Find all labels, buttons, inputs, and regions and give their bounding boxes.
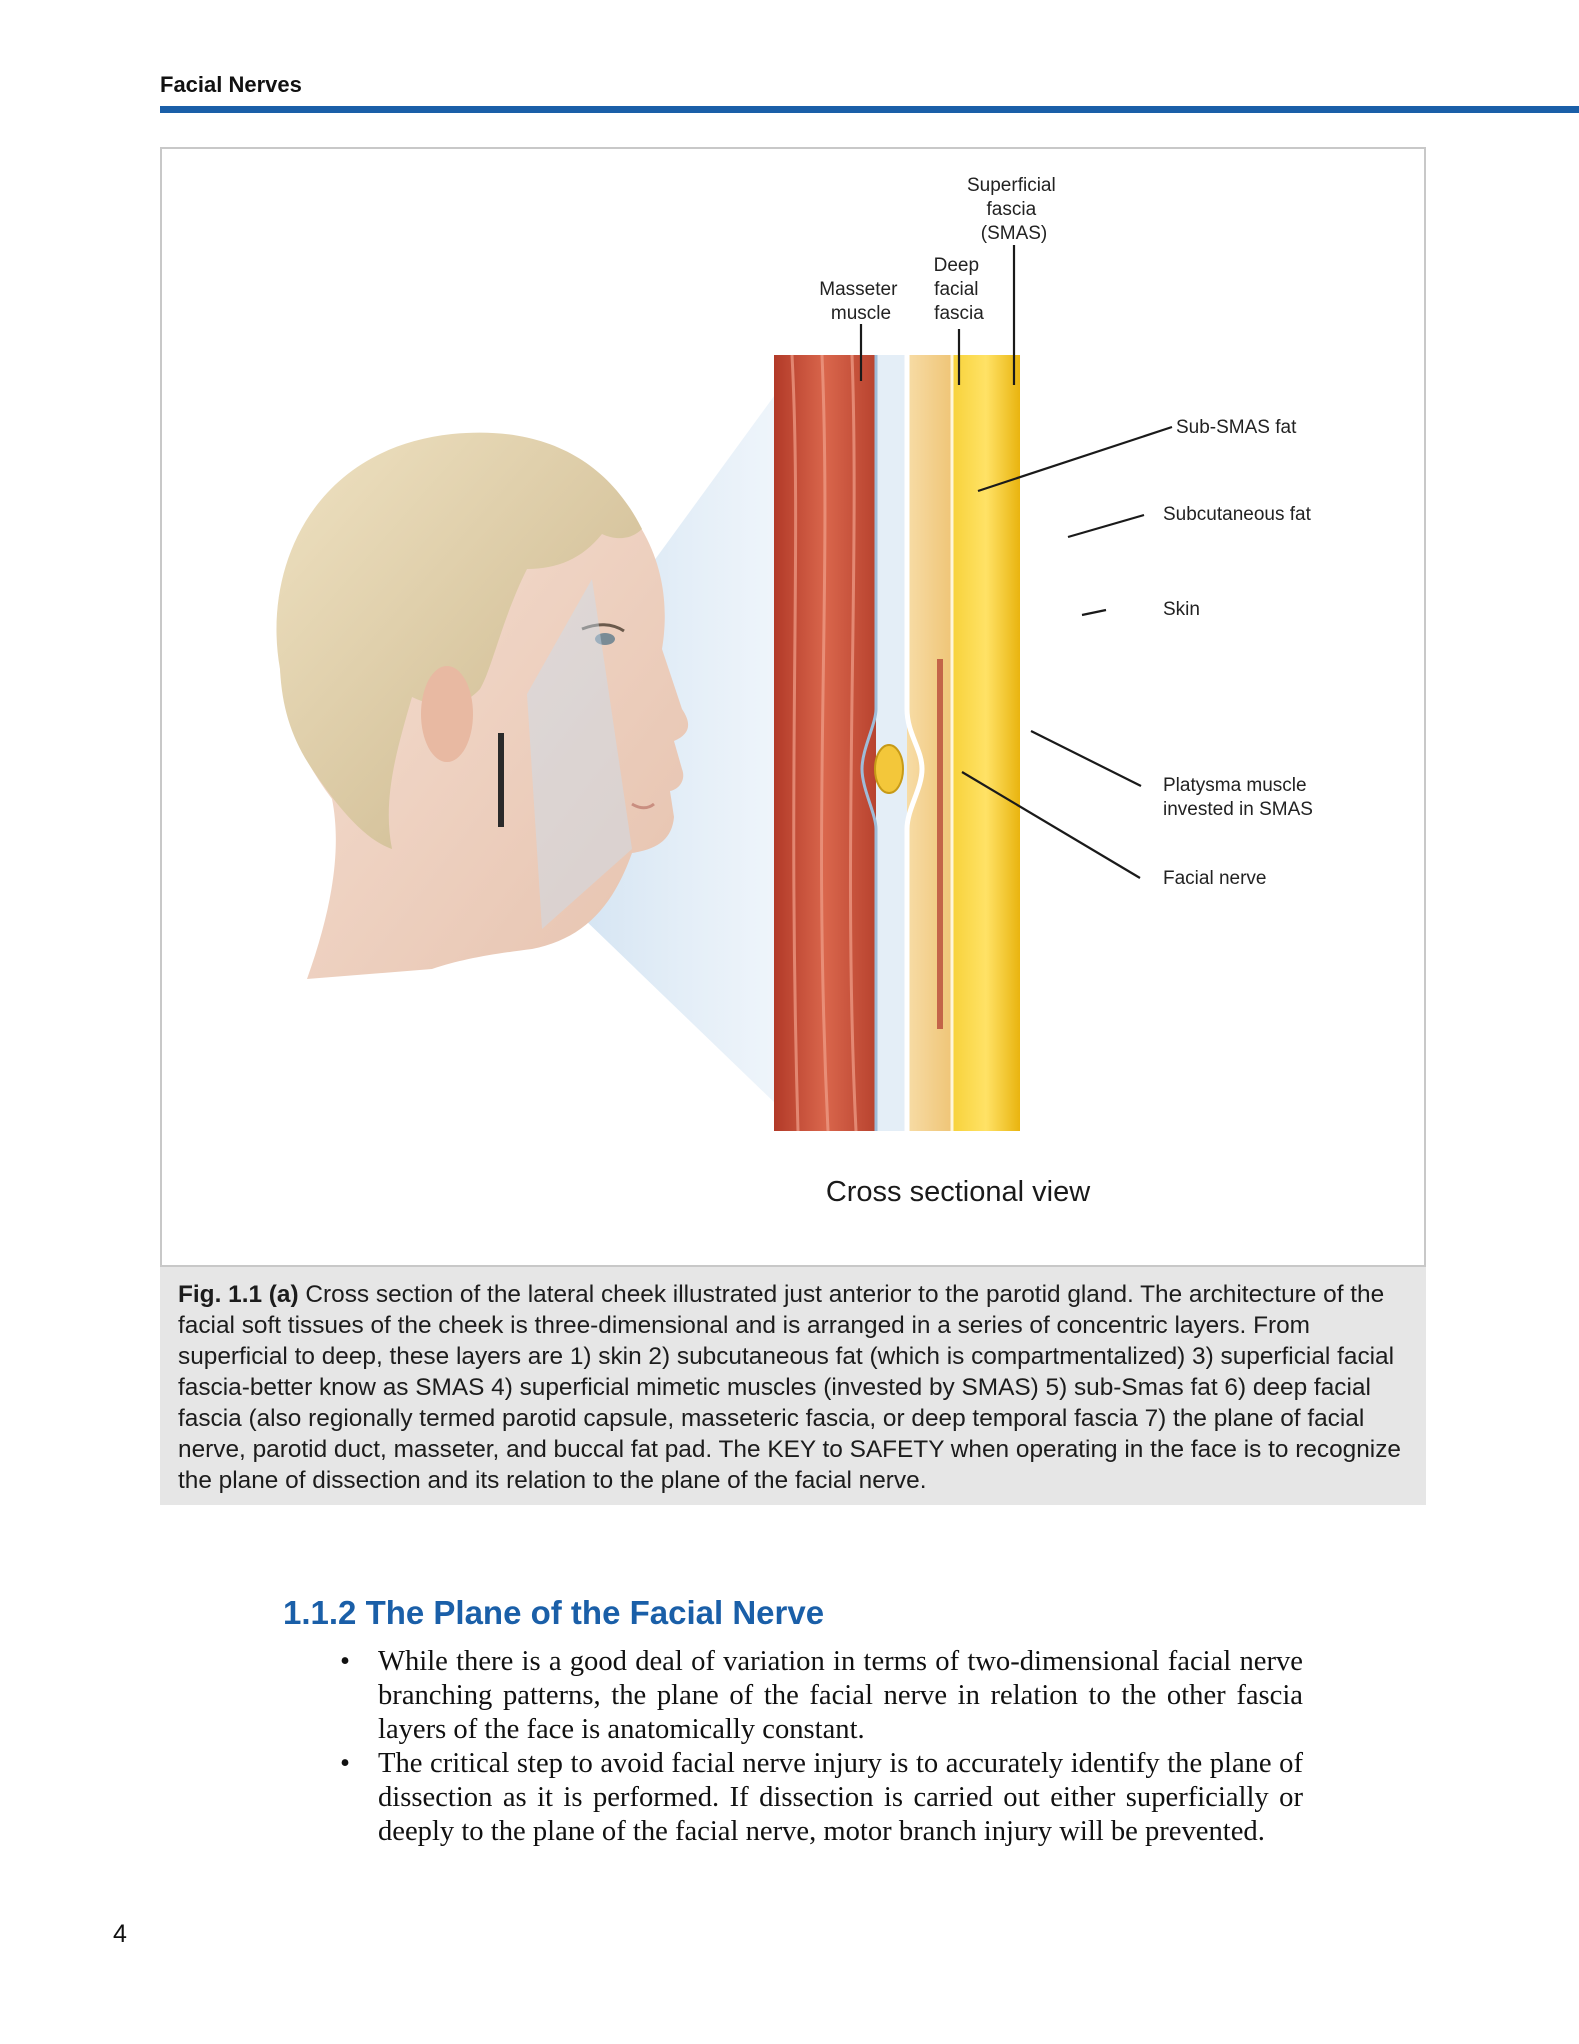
subcutaneous-fat-layer	[952, 355, 1020, 1131]
bullet-list	[340, 1645, 1303, 1849]
caption-text: Cross section of the lateral cheek illustrated just anterior to the parotid gland. The architecture of the facial soft tissues of the cheek is three-dimensional and is arranged in a series of concentric layers. From superficial to deep, these layers are 1) skin 2) subcutaneous fat (which is compartmentalized) 3) superficial facial fascia-better know as SMAS 4) superficial mimetic muscles (invested by SMAS) 5) sub-Smas fat 6) deep facial fascia (also regionally termed parotid capsule, masseteric fascia, or deep temporal fascia 7) the plane of facial nerve, parotid duct, masseter, and buccal fat pad. The KEY to SAFETY when operating in the face is to recognize the plane of dissection and its relation to the plane of the facial nerve.	[178, 1281, 1401, 1494]
label-platysma-line1: Platysma muscle	[1163, 775, 1307, 796]
label-skin: Skin	[1163, 599, 1200, 620]
list-item	[340, 1645, 1303, 1747]
deep-fascia-layer	[876, 355, 907, 1131]
platysma-band	[937, 659, 943, 1029]
page-number: 4	[113, 1920, 127, 1948]
label-masseter-line1: Masseter	[819, 279, 898, 300]
section-heading: 1.1.2 The Plane of the Facial Nerve	[283, 1594, 825, 1631]
cross-section-illustration	[162, 149, 1428, 1269]
label-superficial-fascia-line3: (SMAS)	[980, 223, 1048, 244]
bullet-marker: •	[340, 1646, 351, 1677]
list-item	[340, 1747, 1303, 1849]
label-deep-facial-fascia	[934, 255, 985, 324]
cross-section-layers	[774, 355, 1020, 1131]
label-superficial-fascia-line1: Superficial	[967, 175, 1056, 196]
label-masseter-muscle	[819, 279, 902, 324]
label-deep-fascia-line2: facial	[934, 279, 979, 300]
label-deep-fascia-line1: Deep	[933, 255, 980, 276]
label-superficial-fascia	[967, 175, 1061, 244]
figure-caption	[160, 1267, 1426, 1505]
label-masseter-line2: muscle	[830, 303, 892, 324]
caption-figure-id: Fig. 1.1 (a)	[178, 1281, 299, 1308]
label-facial-nerve: Facial nerve	[1163, 868, 1267, 889]
label-platysma-line2: invested in SMAS	[1163, 799, 1313, 820]
label-deep-fascia-line3: fascia	[934, 303, 984, 324]
incision-marker	[498, 733, 504, 827]
bullet-text: While there is a good deal of variation in terms of two-dimensional facial nerve branching patterns, the plane of the facial nerve in relation to the other fascia layers of the face is anatomically constant.	[378, 1646, 1303, 1745]
running-head: Facial Nerves	[160, 72, 302, 97]
label-subcutaneous-fat: Subcutaneous fat	[1163, 504, 1311, 525]
figure-panel	[160, 147, 1426, 1267]
header-rule	[160, 106, 1579, 113]
bullet-marker: •	[340, 1748, 351, 1779]
cross-sectional-view-title: Cross sectional view	[825, 1176, 1091, 1208]
facial-nerve-section	[875, 745, 903, 793]
label-superficial-fascia-line2: fascia	[986, 199, 1037, 220]
bullet-text: The critical step to avoid facial nerve injury is to accurately identify the plane of dissection as it is performed. If dissection is carried out either superficially or deeply to the plane of the facial nerve, motor branch injury will be prevented.	[378, 1748, 1303, 1847]
label-sub-smas-fat: Sub-SMAS fat	[1176, 417, 1297, 438]
label-platysma	[1163, 775, 1313, 820]
